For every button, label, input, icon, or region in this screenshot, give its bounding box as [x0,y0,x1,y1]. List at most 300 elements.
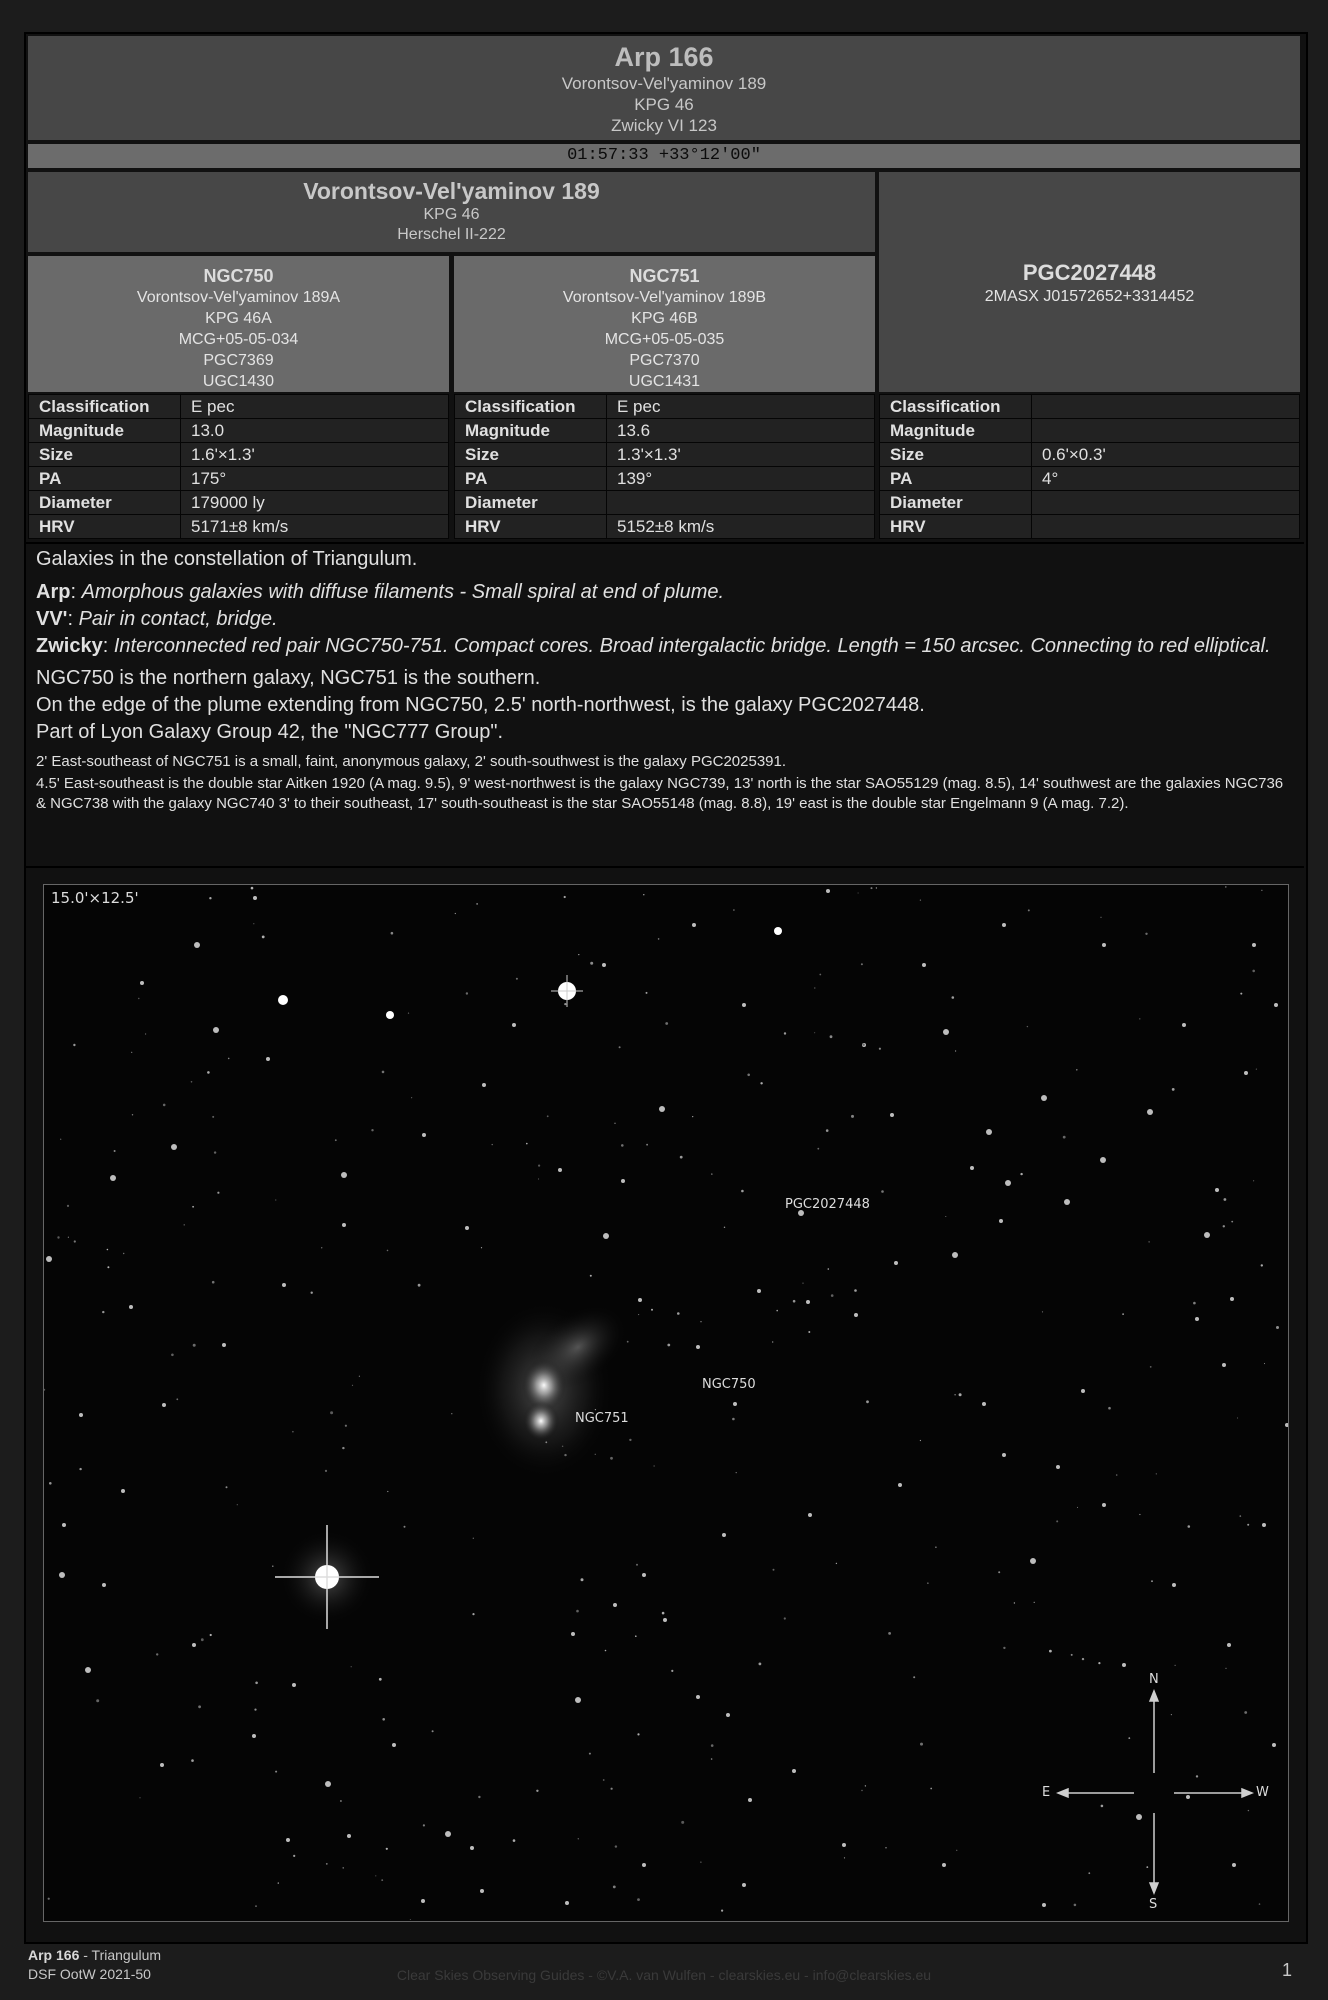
faint-star [451,1413,452,1414]
faint-star [610,1457,613,1460]
faint-star [386,1848,388,1850]
faint-star [611,1788,613,1790]
star [1102,1503,1106,1507]
galaxy-alias: 2MASX J01572652+3314452 [984,288,1195,305]
faint-star [423,1824,425,1826]
faint-star [956,1850,957,1851]
faint-star [478,1796,480,1798]
faint-star [802,1283,803,1284]
star [1230,1297,1234,1301]
bright-star [551,975,583,1007]
star [792,1769,796,1773]
faint-star [1028,909,1030,911]
faint-star [67,1205,69,1207]
galaxy-alias: MCG+05-05-034 [178,331,299,348]
faint-star [879,1048,881,1050]
faint-star [662,1612,665,1615]
star [286,1838,290,1842]
faint-star [858,893,859,894]
faint-star [793,1300,796,1303]
faint-star [711,1758,713,1760]
title-block [28,36,1300,142]
faint-star [1248,1810,1249,1811]
property-value: 1.6'×1.3' [181,443,449,467]
faint-star [107,1249,109,1251]
star [602,963,606,967]
faint-star [773,1569,775,1571]
faint-star [214,1151,216,1153]
star [663,1618,667,1622]
faint-star [132,1114,133,1115]
faint-star [432,1730,434,1732]
note-text: NGC750 is the northern galaxy, NGC751 is the southern. [36,667,541,689]
faint-star [79,1468,81,1470]
faint-star [321,1247,322,1248]
star [465,1226,469,1230]
faint-star [1056,1520,1058,1522]
star [386,1011,394,1019]
faint-star [68,1237,69,1238]
star [942,1863,946,1867]
faint-star [861,1790,862,1791]
star [266,1057,270,1061]
table-row [880,419,1300,443]
faint-star [191,1759,194,1762]
faint-star [959,1393,962,1396]
star [659,1106,665,1112]
faint-star [547,1115,549,1117]
faint-star [538,1165,540,1167]
faint-star [1020,1173,1022,1175]
faint-star [272,1566,273,1567]
faint-star [700,1321,701,1322]
table-row [455,395,875,419]
faint-star [681,1821,684,1824]
faint-star [828,1268,830,1270]
galaxy-alias: KPG 46A [205,310,272,327]
table-row [455,515,875,539]
faint-star [667,1344,670,1347]
faint-star [481,1247,482,1248]
galaxy-alias: PGC7369 [203,352,274,369]
faint-star [492,1144,493,1145]
properties-table-ngc751 [454,394,875,539]
star [742,1003,746,1007]
star [480,1889,484,1893]
intro-text: Galaxies in the constellation of Triangulum. [36,548,418,570]
faint-star [212,1281,215,1284]
faint-star [576,1610,579,1613]
faint-star [635,1635,637,1637]
galaxy-name: NGC751 [629,266,700,286]
star [121,1489,125,1493]
star [422,1133,426,1137]
faint-star [275,1200,276,1201]
star [621,1179,625,1183]
faint-star [954,1394,955,1395]
footer-object: Arp 166 [28,1947,80,1963]
faint-star [700,1862,701,1863]
star [1005,1180,1011,1186]
faint-star [865,1785,866,1786]
star [192,1643,196,1647]
property-key: Size [29,443,181,467]
star [1100,1157,1106,1163]
group-block [28,172,875,252]
star [171,1144,177,1150]
faint-star [866,1400,869,1403]
faint-star [73,1044,75,1046]
property-value: 5152±8 km/s [607,515,875,539]
faint-star [578,954,579,955]
faint-star [952,996,955,999]
property-key: HRV [29,515,181,539]
star [558,1168,562,1172]
faint-star [275,1771,277,1773]
footer-series: DSF OotW 2021-50 [28,1966,151,1982]
star [1081,1389,1085,1393]
faint-star [311,1292,313,1294]
star [110,1175,116,1181]
faint-star [255,1905,257,1907]
faint-star [253,923,254,924]
faint-star [209,897,211,899]
title-alias: Zwicky VI 123 [611,116,717,135]
faint-star [564,896,566,898]
faint-star [1261,890,1262,891]
star [252,1734,256,1738]
faint-star [1175,1665,1176,1666]
faint-star [1264,1363,1265,1364]
faint-star [578,1838,579,1839]
star [894,1261,898,1265]
faint-star [476,903,478,905]
star [79,1413,83,1417]
star [162,1403,166,1407]
faint-star [614,1123,615,1124]
faint-star [637,1733,639,1735]
property-key: Magnitude [880,419,1032,443]
table-row [29,443,449,467]
star [692,923,696,927]
faint-star [654,1465,655,1466]
star [129,1305,133,1309]
faint-star [721,1910,723,1912]
property-key: PA [455,467,607,491]
faint-star [732,1418,735,1421]
star [253,896,257,900]
galaxy-alias: MCG+05-05-035 [604,331,725,348]
faint-star [927,1583,928,1584]
faint-star [1063,1136,1066,1139]
table-row [455,443,875,467]
faint-star [96,1699,99,1702]
star [512,1023,516,1027]
faint-star [1148,1241,1149,1242]
star [62,1523,66,1527]
star [213,1027,219,1033]
faint-star [881,1190,884,1193]
faint-star [207,1071,210,1074]
star [1272,1743,1276,1747]
star [222,1343,226,1347]
property-key: HRV [880,515,1032,539]
faint-star [930,1788,932,1790]
property-value: 4° [1032,467,1300,491]
property-key: Diameter [455,491,607,515]
faint-star [1042,1311,1043,1312]
page-title: Arp 166 [614,42,714,72]
faint-star [1003,1647,1005,1649]
faint-star [466,992,468,994]
property-value: 1.3'×1.3' [607,443,875,467]
compass-south: S [1149,1897,1158,1912]
faint-star [1116,1474,1118,1476]
galaxy-name: NGC750 [203,266,274,286]
table-row [29,467,449,491]
faint-star [1259,1903,1261,1905]
label-ngc751: NGC751 [575,1411,629,1426]
faint-star [48,1898,50,1900]
faint-star [998,1571,1000,1573]
star [1285,1423,1288,1427]
faint-star [629,1439,631,1441]
star [575,1697,581,1703]
faint-star [382,1071,385,1074]
faint-star [1151,1580,1153,1582]
star [922,963,926,967]
faint-star [885,1847,886,1848]
small-note: 4.5' East-southeast is the double star Aitken 1920 (A mag. 9.5), 9' west-northwest is the galaxy NGC739, 13' north is the star SAO55129 (mag. 8.5), 14' southwest are the galaxies NGC736 & NGC738 with the galaxy NGC740 3' to their southeast, 17' south-southeast is the star SAO55148 (mag. 8.8), 19' east is the double star Engelmann 9 (A mag. 7.2). [36,775,1284,812]
faint-star [831,1294,834,1297]
faint-star [581,1578,584,1581]
starfield-graphic [44,885,1288,1921]
faint-star [638,1314,639,1315]
catalog-text: Interconnected red pair NGC750-751. Compact cores. Broad intergalactic bridge. Length = 150 arcsec. Connecting to red elliptical. [113,635,1271,657]
description [36,546,1292,814]
faint-star [595,1454,596,1455]
faint-star [404,1526,406,1528]
property-value: 179000 ly [181,491,449,515]
faint-star [1240,1515,1242,1517]
faint-star [1171,1714,1172,1715]
star [292,1683,296,1687]
faint-star [1231,1221,1233,1223]
faint-star [658,938,660,940]
faint-star [340,1800,342,1802]
faint-star [1224,1198,1227,1201]
faint-star [830,1035,833,1038]
star [854,1313,858,1317]
star [638,1298,642,1302]
star [774,927,782,935]
faint-star [814,987,815,988]
star [1002,923,1006,927]
galaxy-alias: Vorontsov-Vel'yaminov 189A [136,289,341,306]
star [1262,1523,1266,1527]
faint-star [627,1341,629,1343]
star [140,981,144,985]
star [282,1283,286,1287]
property-value [1032,491,1300,515]
faint-star [212,1116,214,1118]
faint-star [410,1919,411,1920]
star [1227,1643,1231,1647]
faint-star [375,1875,376,1876]
catalog-label: Arp [36,581,71,603]
star [982,1402,986,1406]
faint-star [871,887,873,889]
faint-star [613,1886,616,1889]
star [341,1172,347,1178]
faint-star [278,1882,279,1883]
faint-star [590,1275,592,1277]
property-key: Magnitude [455,419,607,443]
faint-star [1172,1088,1175,1091]
copyright-text: Clear Skies Observing Guides - ©V.A. van Wulfen - clearskies.eu - info@clearskies.eu [396,1967,932,1983]
faint-star [351,1666,352,1667]
star [742,1883,746,1887]
property-value: 139° [607,467,875,491]
star [970,1166,974,1170]
star [571,1632,575,1636]
star [1195,1317,1199,1321]
faint-star [747,1074,750,1077]
compass-north: N [1149,1672,1159,1687]
faint-star [1225,886,1227,888]
property-value: 13.6 [607,419,875,443]
property-value: E pec [607,395,875,419]
small-note: 2' East-southeast of NGC751 is a small, faint, anonymous galaxy, 2' south-southwest is the galaxy PGC2025391. [36,753,787,770]
faint-star [637,1898,640,1901]
faint-star [643,894,644,895]
faint-star [861,963,863,965]
star [613,1603,617,1607]
faint-star [1253,1180,1254,1181]
faint-star [760,1082,762,1084]
faint-star [330,1411,333,1414]
page-number: 1 [1281,1960,1292,1980]
faint-star [1225,1668,1226,1669]
faint-star [123,1253,124,1254]
properties-table-ngc750 [28,394,449,539]
faint-star [1276,1326,1279,1329]
faint-star [854,1289,857,1292]
galaxy-card-ngc751 [454,256,875,392]
faint-star [251,887,254,890]
star [445,1831,451,1837]
divider [24,542,1304,544]
footer-constellation: - Triangulum [79,1947,162,1963]
faint-star [817,1148,819,1150]
bright-star [275,1525,379,1629]
faint-star [359,1376,360,1377]
star [392,1743,396,1747]
faint-star [163,1104,166,1107]
faint-star [191,1081,193,1083]
faint-star [516,978,518,980]
star [1232,1863,1236,1867]
faint-star [836,1563,837,1564]
faint-star [651,1309,653,1311]
faint-star [352,1385,353,1386]
catalog-label: VV' [36,608,68,630]
compass-east: E [1042,1785,1051,1800]
faint-star [184,1224,185,1225]
faint-star [381,1879,383,1881]
label-ngc750: NGC750 [702,1377,756,1392]
faint-star [1034,1602,1035,1603]
faint-star [145,1033,146,1034]
star [808,1513,812,1517]
table-row [880,515,1300,539]
table-row [455,419,875,443]
faint-star [335,1139,337,1141]
star [1204,1232,1210,1238]
group-alias: Herschel II-222 [397,226,506,243]
faint-star [1077,1507,1078,1508]
star [757,1289,761,1293]
table-row [29,419,449,443]
faint-star [1074,1904,1077,1907]
star [1172,1583,1176,1587]
faint-star [772,1341,773,1342]
faint-star [210,1634,212,1636]
faint-star [590,962,593,965]
faint-star [408,1013,409,1014]
faint-star [605,1650,607,1652]
faint-star [776,1310,778,1312]
property-value [1032,515,1300,539]
faint-star [1049,1650,1052,1653]
star [943,1029,949,1035]
faint-star [1244,1711,1247,1714]
faint-star [1261,1264,1263,1266]
faint-star [1122,1313,1124,1315]
faint-star [844,1857,845,1858]
property-value [1032,419,1300,443]
faint-star [646,1144,648,1146]
star [1215,1188,1219,1192]
star [642,1863,646,1867]
faint-star [391,932,394,935]
title-alias: KPG 46 [634,95,694,114]
catalog-notes: Arp: Amorphous galaxies with diffuse filaments - Small spiral at end of plume. VV': Pair in contact, bridge. Zwicky: Interconnected red pair NGC750-751. Compact cores. Broad intergalactic bridge. Length = 150 arcsec. Connecting to red elliptical. [36,581,1271,657]
star [421,1899,425,1903]
faint-star [741,1190,744,1193]
property-key: Classification [880,395,1032,419]
star [890,1113,894,1117]
faint-star [1098,1662,1100,1664]
property-key: PA [29,467,181,491]
galaxy-card-pgc2027448 [879,172,1300,392]
title-alias: Vorontsov-Vel'yaminov 189 [561,74,767,93]
star [470,1846,474,1850]
star [1041,1095,1047,1101]
star [1002,1453,1006,1457]
galaxy-ngc751-core [523,1401,559,1441]
faint-star [326,1863,328,1865]
faint-star [342,1447,344,1449]
star [806,1300,810,1304]
faint-star [945,1216,946,1217]
faint-star [131,1052,132,1053]
property-key: Size [455,443,607,467]
galaxy-alias: Vorontsov-Vel'yaminov 189B [562,289,767,306]
faint-star [237,1504,238,1505]
faint-star [102,1311,104,1313]
faint-star [198,1705,201,1708]
